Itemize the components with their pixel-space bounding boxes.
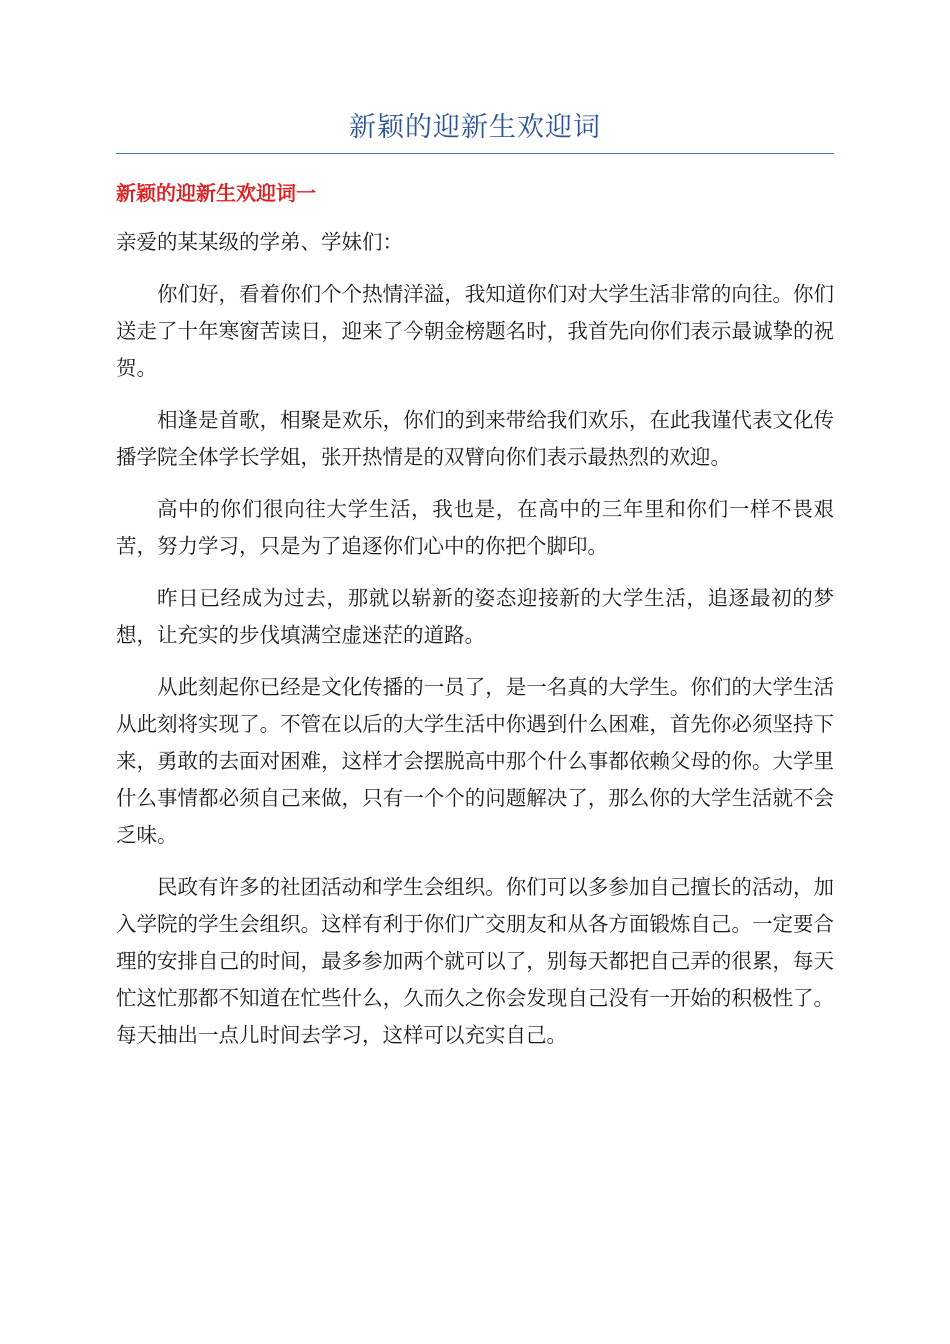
title-underline [116,153,834,154]
paragraph: 民政有许多的社团活动和学生会组织。你们可以多参加自己擅长的活动，加入学院的学生会组织。这样有利于你们广交朋友和从各方面锻炼自己。一定要合理的安排自己的时间，最多参加两个就可以了，别每天都把自己弄的很累，每天忙这忙那都不知道在忙些什么，久而久之你会发现自己没有一开始的积极性了。每天抽出一点儿时间去学习，这样可以充实自己。 [116,875,834,1047]
paragraph: 相逢是首歌，相聚是欢乐，你们的到来带给我们欢乐，在此我谨代表文化传播学院全体学长学姐，张开热情是的双臂向你们表示最热烈的欢迎。 [116,408,834,469]
salutation: 亲爱的某某级的学弟、学妹们： [116,230,403,254]
paragraph: 高中的你们很向往大学生活，我也是，在高中的三年里和你们一样不畏艰苦，努力学习，只是为了追逐你们心中的你把个脚印。 [116,497,834,558]
section-heading: 新颖的迎新生欢迎词一 [116,181,316,205]
document-title: 新颖的迎新生欢迎词 [349,112,601,143]
paragraph: 从此刻起你已经是文化传播的一员了，是一名真的大学生。你们的大学生活从此刻将实现了。不管在以后的大学生活中你遇到什么困难，首先你必须坚持下来，勇敢的去面对困难，这样才会摆脱高中那个什么事都依赖父母的你。大学里什么事情都必须自己来做，只有一个个的问题解决了，那么你的大学生活就不会乏味。 [116,675,834,847]
document-body [116,224,834,1069]
paragraph: 你们好，看着你们个个热情洋溢，我知道你们对大学生活非常的向往。你们送走了十年寒窗苦读日，迎来了今朝金榜题名时，我首先向你们表示最诚挚的祝贺。 [116,282,834,380]
paragraph: 昨日已经成为过去，那就以崭新的姿态迎接新的大学生活，追逐最初的梦想，让充实的步伐填满空虚迷茫的道路。 [116,586,834,647]
